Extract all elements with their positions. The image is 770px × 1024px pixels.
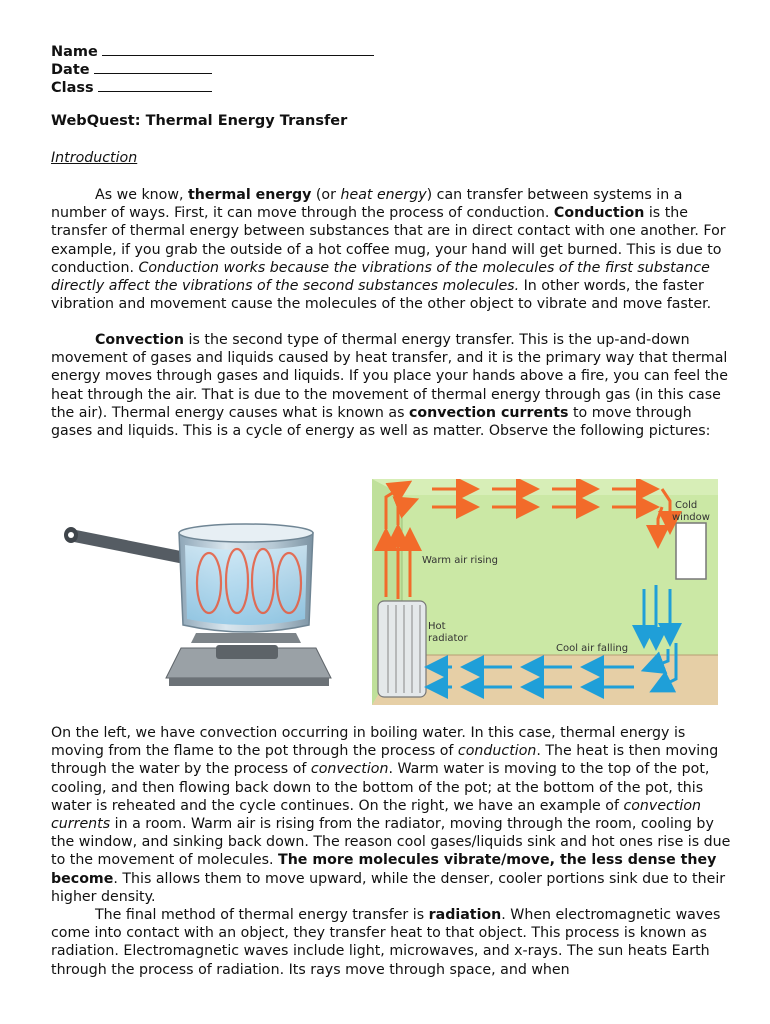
label-window: window <box>672 512 710 523</box>
name-blank-line <box>102 42 374 56</box>
paragraph-radiation: The final method of thermal energy transfer is radiation. When electromagnetic waves come into contact with an object, they transfer heat to that object. This process is known as radiation. Electromagnetic waves include light, microwaves, and x-rays. The sun heats Earth through the process of radiation. Its rays move through space, and when <box>51 907 721 978</box>
label-warm-air: Warm air rising <box>422 555 498 566</box>
class-blank-line <box>98 78 212 92</box>
class-field <box>51 78 212 97</box>
boiling-pot-illustration <box>51 473 369 706</box>
paragraph-convection: Convection is the second type of thermal energy transfer. This is the up-and-down movement of gases and liquids caused by heat transfer, and it is the primary way that thermal energy moves through gases and liquids. If you place your hands above a fire, you can feel the heat through the air. That is due to the movement of thermal energy through gas (in this case the air). Thermal energy causes what is known as convection currents to move through gases and liquids. This is a cycle of energy as well as matter. Observe the following pictures: <box>51 332 729 440</box>
date-label: Date <box>51 62 90 78</box>
label-hot: Hot <box>428 621 446 632</box>
date-blank-line <box>94 60 212 74</box>
name-label: Name <box>51 44 98 60</box>
section-heading: Introduction <box>51 150 138 166</box>
label-radiator: radiator <box>428 633 468 644</box>
page-title: WebQuest: Thermal Energy Transfer <box>51 113 348 129</box>
date-field <box>51 60 212 79</box>
label-cool-air: Cool air falling <box>556 643 629 654</box>
paragraph-convection-explained: On the left, we have convection occurring in boiling water. In this case, thermal energy is moving from the flame to the pot through the process of conduction. The heat is then moving through the water by the process of convection. Warm water is moving to the top of the pot, cooling, and then flowing back down to the bottom of the pot; at the bottom of the pot, this water is reheated and the cycle continues. On the right, we have an example of convection currents in a room. Warm air is rising from the radiator, moving through the room, cooling by the window, and sinking back down. The reason cool gases/liquids sink and hot ones rise is due to the movement of molecules. The more molecules vibrate/move, the less dense they become. This allows them to move upward, while the denser, cooler portions sink due to their higher density. <box>51 725 731 905</box>
radiator-icon <box>378 601 426 697</box>
name-field <box>51 42 374 61</box>
label-cold: Cold <box>675 500 698 511</box>
class-label: Class <box>51 80 94 96</box>
room-convection-illustration <box>372 479 718 705</box>
paragraph-conduction: As we know, thermal energy (or heat energy) can transfer between systems in a number of ways. First, it can move through the process of conduction. Conduction is the transfer of thermal energy between substances that are in direct contact with one another. For example, if you grab the outside of a hot coffee mug, your hand will get burned. This is due to conduction. Conduction works because the vibrations of the molecules of the first substance directly affect the vibrations of the second substances molecules. In other words, the faster vibration and movement cause the molecules of the other object to vibrate and move faster. <box>51 187 726 313</box>
